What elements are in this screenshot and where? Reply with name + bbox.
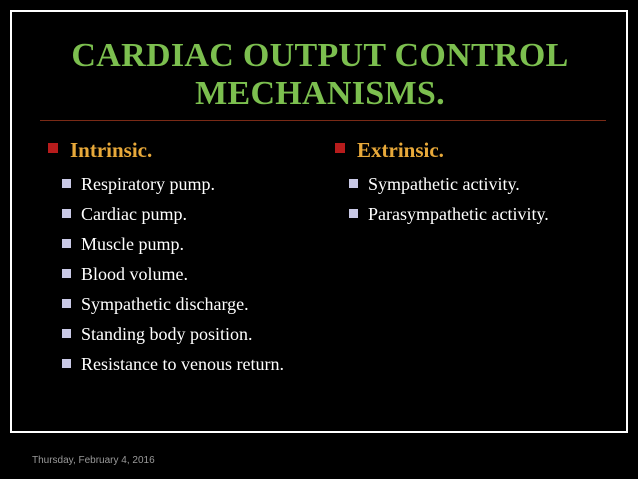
square-bullet-icon [335, 143, 345, 153]
extrinsic-heading [333, 135, 593, 165]
slide-title [40, 37, 600, 113]
list-item-text: Cardiac pump. [81, 204, 187, 224]
title-divider [40, 120, 606, 121]
list-item-text: Parasympathetic activity. [368, 204, 549, 224]
list-item [46, 171, 316, 197]
extrinsic-column [333, 135, 593, 231]
slide-date-footer: Thursday, February 4, 2016 [32, 455, 155, 466]
square-bullet-icon [62, 179, 71, 188]
list-item-text: Respiratory pump. [81, 174, 215, 194]
square-bullet-icon [349, 209, 358, 218]
intrinsic-list [46, 171, 316, 377]
list-item-text: Sympathetic discharge. [81, 294, 249, 314]
square-bullet-icon [48, 143, 58, 153]
title-line-1: CARDIAC OUTPUT CONTROL [71, 37, 569, 74]
intrinsic-column [46, 135, 316, 381]
square-bullet-icon [62, 209, 71, 218]
square-bullet-icon [62, 329, 71, 338]
list-item [46, 351, 316, 377]
title-line-2: MECHANISMS. [195, 75, 445, 112]
extrinsic-heading-text: Extrinsic. [357, 138, 444, 162]
list-item [46, 231, 316, 257]
square-bullet-icon [349, 179, 358, 188]
square-bullet-icon [62, 299, 71, 308]
intrinsic-heading-text: Intrinsic. [70, 138, 153, 162]
list-item-text: Resistance to venous return. [81, 354, 284, 374]
list-item [46, 261, 316, 287]
list-item-text: Blood volume. [81, 264, 188, 284]
intrinsic-heading [46, 135, 316, 165]
list-item-text: Muscle pump. [81, 234, 184, 254]
list-item-text: Sympathetic activity. [368, 174, 520, 194]
extrinsic-list [333, 171, 593, 227]
square-bullet-icon [62, 359, 71, 368]
list-item-text: Standing body position. [81, 324, 253, 344]
list-item [333, 201, 593, 227]
list-item [46, 291, 316, 317]
square-bullet-icon [62, 269, 71, 278]
list-item [46, 321, 316, 347]
list-item [46, 201, 316, 227]
list-item [333, 171, 593, 197]
square-bullet-icon [62, 239, 71, 248]
